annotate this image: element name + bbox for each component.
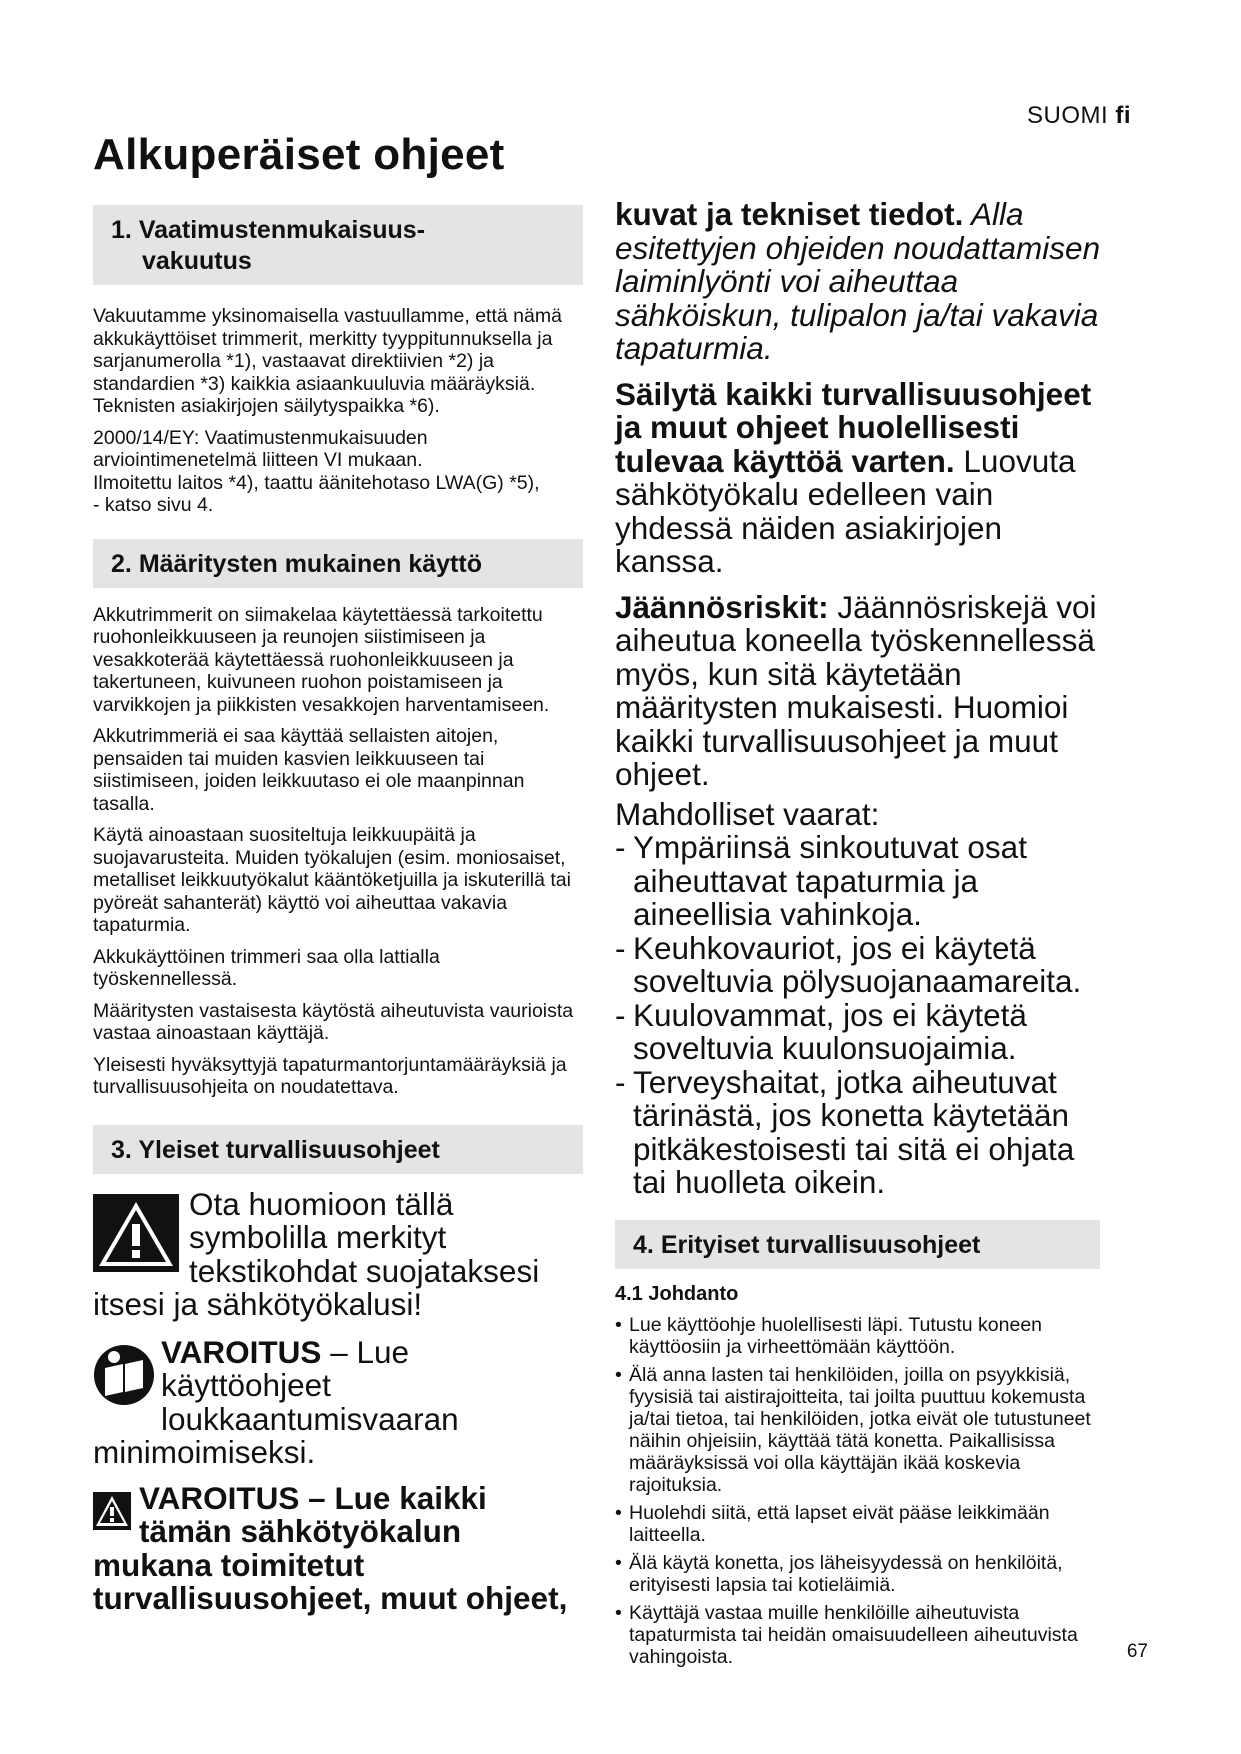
section-2-paragraph: Akkutrimmerit on siimakelaa käytettäessä tarkoitettu ruohonleikkuuseen ja reunojen siistimiseen ja vesakkoterää käytettäessä ruohonleikkuuseen ja takertuneen, kuivuneen ruohon poistamiseen ja varvikkojen ja piikkisten vesakkojen harventamiseen. [93,603,550,716]
section-2-heading-text: Määritysten mukainen käyttö [138,549,482,578]
section-1-heading [93,205,583,285]
language-name: SUOMI [1026,102,1109,129]
section-2-paragraph: Yleisesti hyväksyttyjä tapaturmantorjuntamääräyksiä ja turvallisuusohjeita on noudatettava. [93,1053,567,1098]
section-3-number: 3. [111,1135,132,1164]
bullet-item: • Huolehdi siitä, että lapset eivät pääse leikkimään laitteella. [615,1502,1105,1546]
warning2-continued-bold: kuvat ja tekniset tiedot. [615,196,964,232]
section-2-heading [93,539,583,588]
hazard-item: - Keuhkovauriot, jos ei käytetä soveltuvia pölysuojanaamareita. [615,932,1110,999]
warning-triangle-small-icon [93,1492,131,1530]
section-4-number: 4. [633,1230,654,1259]
warning-read-manual [93,1333,583,1470]
keep-instructions [615,375,1110,579]
section-2-paragraph: Akkukäyttöinen trimmeri saa olla lattialla työskennellessä. [93,945,440,990]
hazard-item: - Kuulovammat, jos ei käytetä soveltuvia kuulonsuojaimia. [615,999,1110,1066]
section-2-paragraph: Käytä ainoastaan suositeltuja leikkuupäitä ja suojavarusteita. Muiden työkalujen (esim. moniosaiset, metalliset leikkuutyökalut kääntöketjuilla ja iskuterillä tai pyöreät sahanterät) käyttö voi aiheuttaa vakavia tapaturmia. [93,824,571,936]
bullet-item: • Lue käyttöohje huolellisesti läpi. Tutustu koneen käyttöosiin ja virheettömään käyttöön. [615,1314,1105,1358]
symbol-notice-text: Ota huomioon tällä symbolilla merkityt tekstikohdat suojataksesi itsesi ja sähkötyökalusi! [93,1185,540,1322]
section-4-1-heading: 4.1 Johdanto [615,1282,739,1305]
section-1-body [93,305,583,517]
keep-instructions-bold: Säilytä kaikki turvallisuusohjeet ja muut ohjeet huolellisesti tulevaa käyttöä varten. [615,375,1092,479]
bullet-item: • Käyttäjä vastaa muille henkilöille aiheutuvista tapaturmista tai heidän omaisuudelleen aiheutuvista vahingoista. [615,1602,1105,1668]
section-1-number: 1. [111,216,132,244]
residual-risks-label: Jäännösriskit: [615,588,829,625]
hazard-item: - Ympäriinsä sinkoutuvat osat aiheuttavat tapaturmia ja aineellisia vahinkoja. [615,831,1110,932]
page-number: 67 [1126,1641,1148,1662]
hazards-list [615,831,1110,1200]
warning-read-all [93,1479,583,1616]
section-4-heading-text: Erityiset turvallisuusohjeet [660,1230,981,1259]
warning-triangle-icon [93,1194,179,1272]
symbol-notice [93,1185,583,1322]
section-1-paragraph: 2000/14/EY: Vaatimustenmukaisuuden arviointimenetelmä liitteen VI mukaan. Ilmoitettu laitos *4), taattu äänitehotaso LWA(G) *5), - katso sivu 4. [93,426,540,516]
section-3-heading [93,1125,583,1174]
read-manual-icon [93,1342,155,1408]
page-title: Alkuperäiset ohjeet [93,130,505,179]
section-1-heading-line1: Vaatimustenmukaisuus- [138,216,426,244]
section-4-heading [615,1220,1100,1269]
section-2-body [93,604,583,1099]
residual-risks [615,588,1110,792]
warning1-label: VAROITUS [161,1333,322,1370]
hazards-title: Mahdolliset vaarat: [615,795,880,832]
section-1-paragraph: Vakuutamme yksinomaisella vastuullamme, että nämä akkukäyttöiset trimmerit, merkitty tyyppitunnuksella ja sarjanumerolla *1), vastaavat direktiivien *2) ja standardien *3) kaikkia asiaankuuluvia määräyksiä. Teknisten asiakirjojen säilytyspaikka *6). [93,305,562,417]
warning2-continued-italic: Alla esitettyjen ohjeiden noudattamisen laiminlyönti voi aiheuttaa sähköiskun, tulipalon ja/tai vakavia tapaturmia. [615,196,1101,366]
section-2-paragraph: Akkutrimmeriä ei saa käyttää sellaisten aitojen, pensaiden tai muiden kasvien leikkuuseen tai siistimiseen, joiden leikkuutaso ei ole maanpinnan tasalla. [93,725,525,815]
warning2-text: VAROITUS – Lue kaikki tämän sähkötyökalun mukana toimitetut turvallisuusohjeet, muut ohjeet, [93,1479,568,1616]
language-code: fi [1115,102,1131,129]
hazard-item: - Terveyshaitat, jotka aiheutuvat tärinästä, jos konetta käytetään pitkäkestoisesti tai sitä ei ohjata tai huolleta oikein. [615,1066,1110,1200]
warning1-text: – Lue käyttöohjeet loukkaantumisvaaran minimoimiseksi. [93,1333,459,1470]
section-3-heading-text: Yleiset turvallisuusohjeet [138,1135,440,1164]
warning-continuation [615,198,1110,366]
residual-risks-text: Jäännösriskejä voi aiheutua koneella työskennellessä myös, kun sitä käytetään määritysten mukaisesti. Huomioi kaikki turvallisuusohjeet ja muut ohjeet. [615,588,1097,792]
language-label [1027,102,1131,130]
hazards [615,795,1110,1200]
right-column [615,198,1110,1674]
section-2-paragraph: Määritysten vastaisesta käytöstä aiheutuvista vaurioista vastaa ainoastaan käyttäjä. [93,999,574,1044]
section-2-number: 2. [111,549,132,578]
bullet-item: • Älä käytä konetta, jos läheisyydessä on henkilöitä, erityisesti lapsia tai kotieläimiä. [615,1552,1105,1596]
keep-instructions-text: Luovuta sähkötyökalu edelleen vain yhdessä näiden asiakirjojen kanssa. [615,442,1076,579]
section-4-1-list [615,1314,1105,1668]
left-column [93,205,583,1616]
bullet-item: • Älä anna lasten tai henkilöiden, joilla on psyykkisiä, fyysisiä tai aistirajoitteita, tai joilta puuttuu kokemusta ja/tai tietoa, tai henkilöiden, jotka eivät ole tutustuneet näihin ohjeisiin, käyttää tätä konetta. Paikallisissa määräyksissä voi olla käyttäjän ikää koskevia rajoituksia. [615,1364,1105,1496]
section-1-heading-line2: vakuutus [142,247,252,275]
